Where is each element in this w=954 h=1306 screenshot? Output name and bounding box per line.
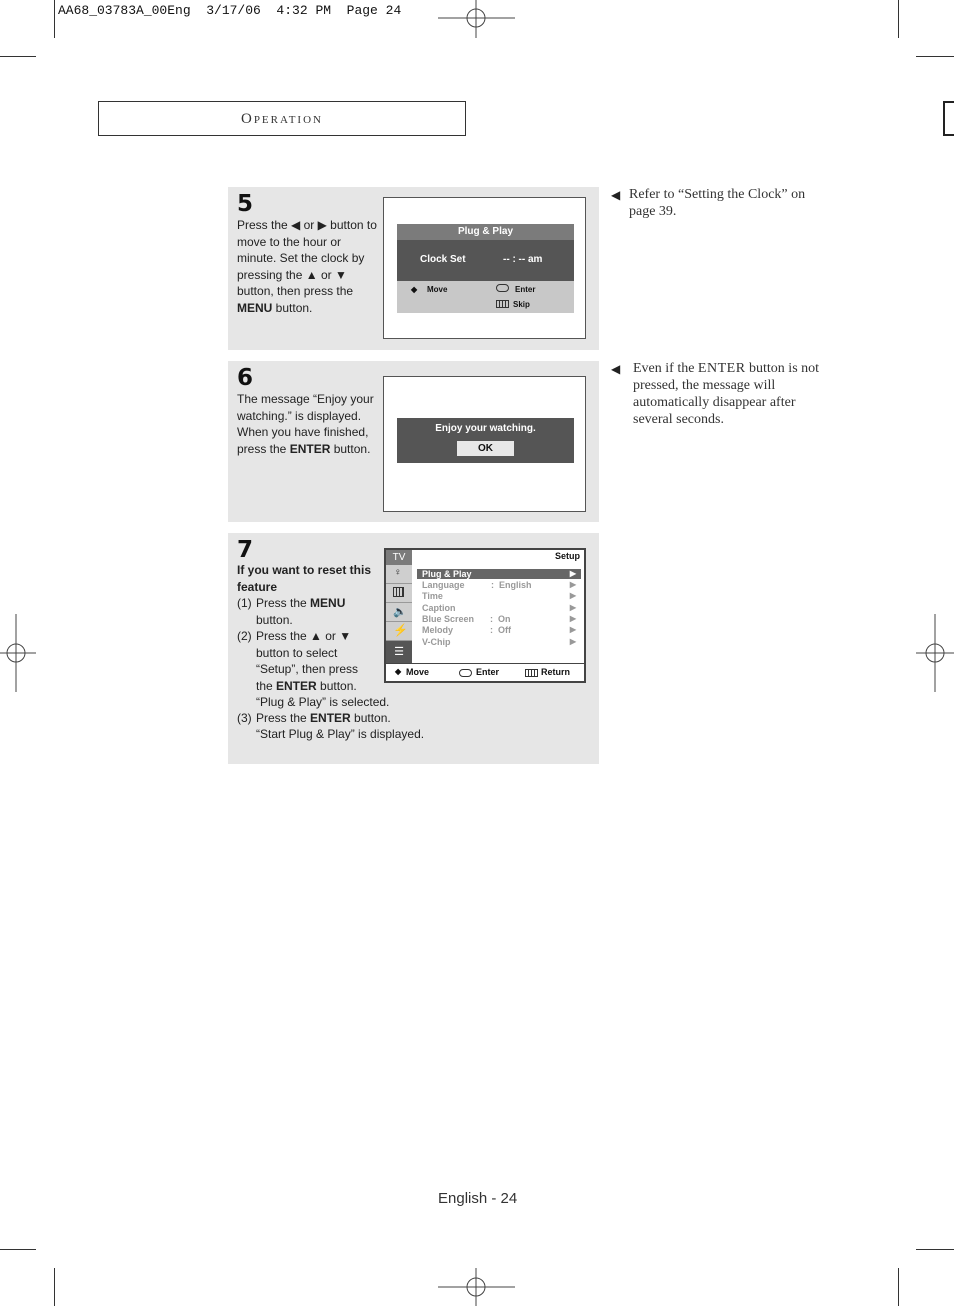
move-label: Move [406,667,430,677]
step-5-instructions: Press the ◀ or ▶ button to move to the hour or minute. Set the clock by pressing the ▲ or ▼ button, then press the MENU button. [237,218,377,315]
sound-icon[interactable]: 🔈 [386,603,412,622]
note-enter-button: Even if the ENTER button is not pressed, the message will automatically disappear after several seconds. [633,361,820,427]
step-7-item-3: (3) Press the ENTER button. “Start Plug & Play” is displayed. [237,711,425,741]
move-label: Move [427,285,448,294]
section-title-box [98,101,466,136]
step-7-item-1: (1) Press the MENU button. [237,596,346,627]
step-number: 7 [237,537,254,563]
enter-label: Enter [476,667,500,677]
osd-footer [397,281,574,313]
page-number: English - 24 [438,1190,518,1207]
updown-icon: ◆ [395,667,402,676]
return-icon [525,669,538,677]
note-clock-reference: Refer to “Setting the Clock” on page 39. [629,187,806,219]
menu-item-time[interactable]: Time ▶ [422,591,576,601]
step-number: 5 [237,191,254,217]
menu-item-language[interactable]: Language : English ▶ [422,580,576,590]
menu-item-plug-and-play[interactable]: Plug & Play ▶ [422,569,576,579]
menu-footer [386,664,584,681]
tv-label: TV [386,550,412,565]
antenna-icon[interactable]: ⚡ [386,622,412,641]
channel-icon[interactable] [386,584,412,603]
move-icon: ◆ [411,285,418,294]
step-number: 6 [237,365,254,391]
skip-icon [496,300,509,308]
enter-icon [496,284,509,292]
print-slug: AA68_03783A_00Eng 3/17/06 4:32 PM Page 24 [58,3,402,18]
note-arrow-icon: ◀ [611,362,621,376]
clock-value: -- : -- am [503,254,543,265]
menu-item-caption[interactable]: Caption ▶ [422,603,576,613]
menu-item-v-chip[interactable]: V-Chip ▶ [422,637,576,647]
enter-label: Enter [515,285,536,294]
note-arrow-icon: ◀ [611,188,621,202]
message-text: Enjoy your watching. [435,423,536,434]
ok-button[interactable]: OK [457,441,514,456]
clock-set-row [397,240,574,281]
return-label: Return [541,667,570,677]
section-title: Operation [240,111,323,127]
message-box [397,418,574,463]
enter-icon [459,669,472,677]
step-7-item-2: (2) Press the ▲ or ▼ button to select “Setup”, then press the ENTER button. “Plug & Play” is selected. [237,629,390,709]
clock-set-label: Clock Set [420,254,466,265]
menu-item-melody[interactable]: Melody : Off ▶ [422,625,576,635]
step-7-heading: If you want to reset this feature [237,563,372,594]
picture-icon[interactable]: ♀ [386,565,412,584]
page-tab-mark [943,101,954,136]
osd-title: Plug & Play [397,224,574,240]
menu-title: Setup [554,551,580,561]
setup-icon[interactable]: ☰ [386,641,412,663]
step-6-instructions: The message “Enjoy your watching.” is displayed. When you have finished, press the ENTER button. [237,392,374,456]
menu-item-blue-screen[interactable]: Blue Screen : On ▶ [422,614,576,624]
skip-label: Skip [513,300,530,309]
